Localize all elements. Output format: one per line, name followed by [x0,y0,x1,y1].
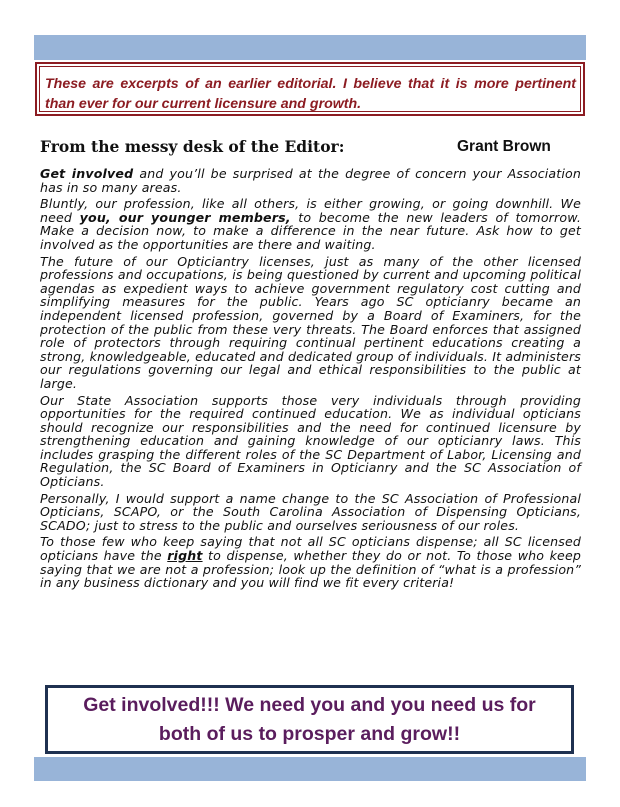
cta-line-2: both of us to prosper and grow!! [158,723,461,745]
paragraph-1-text: and you’ll be surprised at the degree of concern your Association has in so many areas. [40,166,582,195]
intro-text: These are excerpts of an earlier editorial. I believe that it is more pertinent than ever for our current licensure and growth. [39,66,581,112]
younger-members-emphasis: you, our younger members, [79,209,291,225]
footer-band [34,757,586,781]
paragraph-6-text-a: To those few who keep saying that not all SC opticians dispense; all SC licensed opticians have the [40,534,581,564]
right-emphasis: right [167,548,203,564]
paragraph-5: Personally, I would support a name change to the SC Association of Professional Opticians, SCAPO, or the South Carolina Association of Dispensing Opticians, SCADO; just to stress to the public and ourselves seriousness of our roles. [40,490,581,533]
call-to-action-box [45,685,574,754]
editorial-body [40,167,581,593]
get-involved-lead: Get involved [40,166,134,181]
paragraph-1 [40,167,581,194]
paragraph-2-text-b: to become the new leaders of tomorrow. Make a decision now, to make a difference in the near future. Ask how to get involved as the opportunities are there and waiting. [40,209,581,252]
header-band [34,35,586,60]
author-name: Grant Brown [457,138,551,155]
paragraph-6-text-b: to dispense, whether they do or not. To those who keep saying that we are not a profession; look up the definition of “what is a profession” in any business dictionary and you will find we fit every criteria! [40,548,582,591]
paragraph-6 [40,535,581,589]
paragraph-2 [40,197,581,251]
paragraph-2-text-a: Bluntly, our profession, like all others, is either growing, or going downhill. We need [40,196,581,225]
intro-callout [35,62,585,116]
paragraph-3: The future of our Opticiantry licenses, just as many of the other licensed professions and occupations, is being questioned by current and upcoming political agendas as expedient ways to achieve government regulatory cost cutting and simplifying measures for the public. Years ago SC opticianry became an independent licensed profession, governed by a Board of Examiners, for the protection of the public from these very threats. The Board enforces that assigned role of protectors through requiring continual pertinent educations creating a strong, knowledgeable, educated and dedicated group of individuals. It administers our regulations governing our legal and ethical responsibilities to the public at large. [40,253,581,391]
editorial-heading [40,137,560,159]
paragraph-4: Our State Association supports those very individuals through providing opportunities for the required continued education. We as individual opticians should recognize our responsibilities and the need for continued licensure by strengthening education and gaining knowledge of our opticianry laws. This includes grasping the different roles of the SC Department of Labor, Licensing and Regulation, the SC Board of Examiners in Opticianry and the SC Association of Opticians. [40,392,581,490]
cta-line-1: Get involved!!! We need you and you need us for [83,694,536,716]
heading-title: From the messy desk of the Editor: [40,137,345,156]
